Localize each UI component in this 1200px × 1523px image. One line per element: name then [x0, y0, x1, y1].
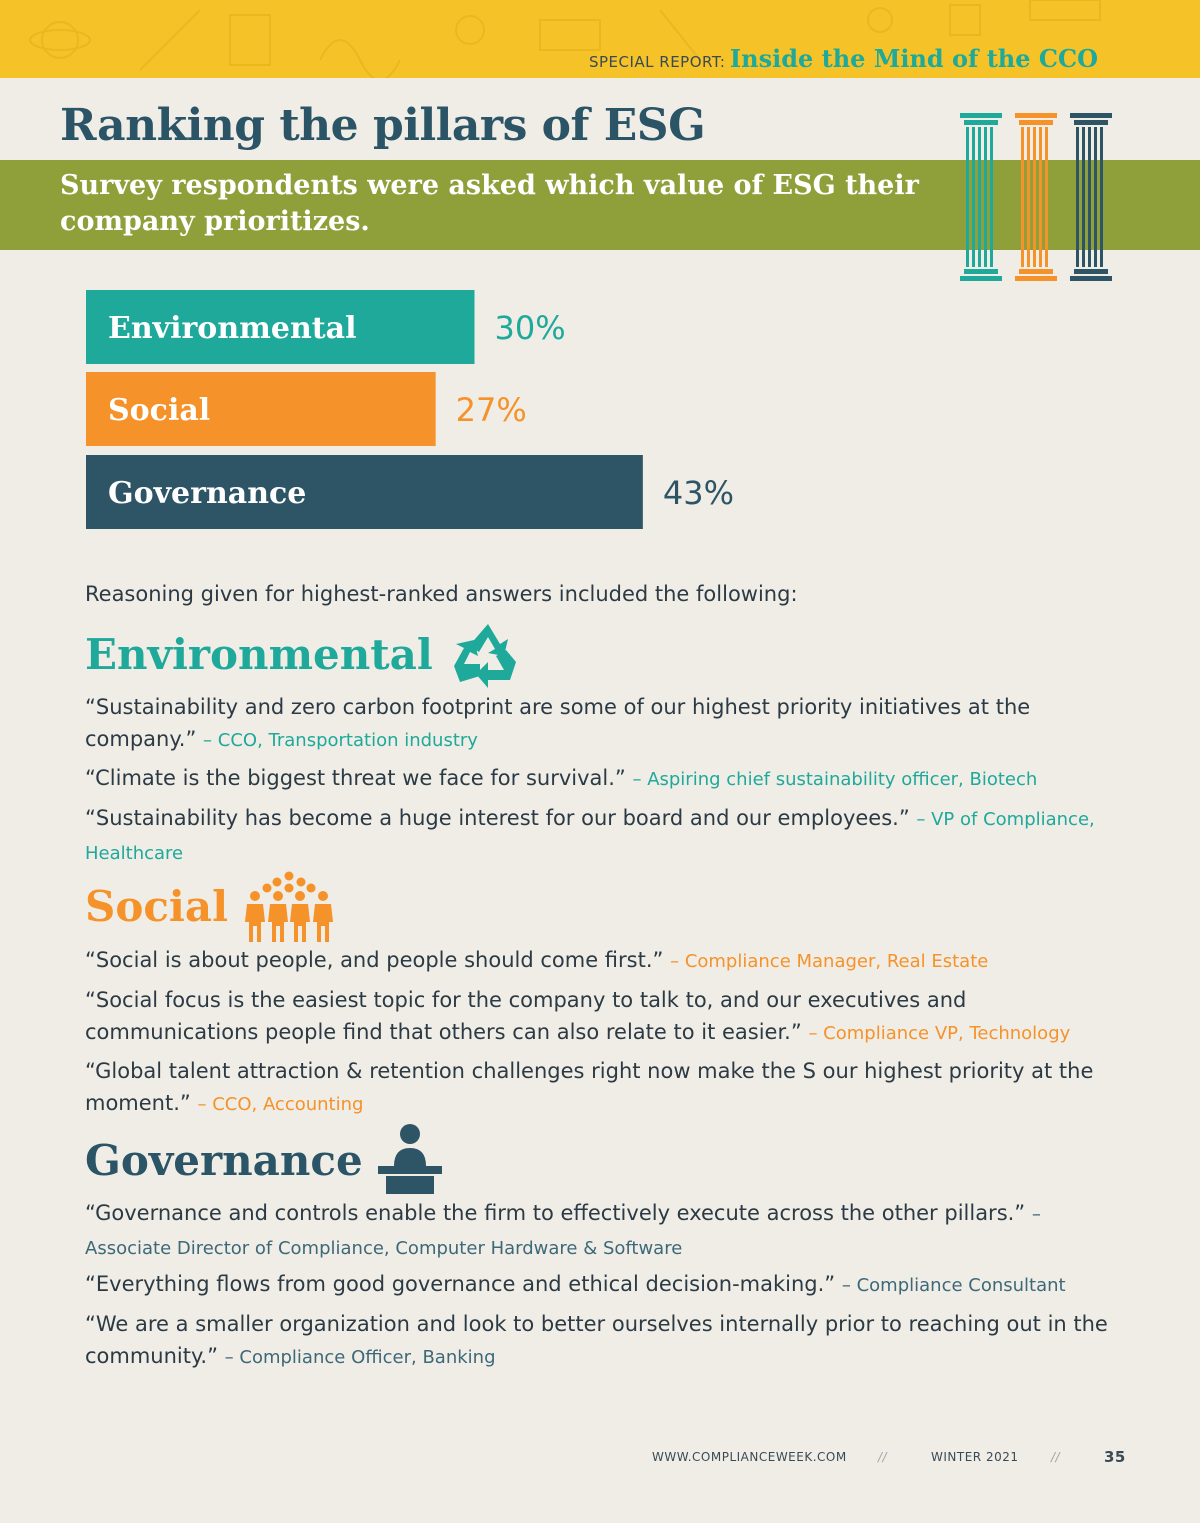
- footer-issue: WINTER 2021: [931, 1450, 1019, 1464]
- quote-attribution: – CCO, Accounting: [197, 1094, 364, 1115]
- social-heading: Social: [85, 882, 229, 931]
- bar-value-label: 30%: [494, 309, 566, 347]
- quote-attribution: – Compliance Manager, Real Estate: [670, 951, 989, 972]
- report-kicker: SPECIAL REPORT:: [588, 53, 726, 71]
- bar-value-label: 27%: [455, 391, 527, 429]
- report-title: Inside the Mind of the CCO: [729, 44, 1098, 73]
- quote-text: “We are a smaller organization and look to better ourselves internally prior to reaching out in the community.”: [85, 1312, 1108, 1368]
- bar-category-label: Environmental: [108, 311, 357, 346]
- governance-heading: Governance: [85, 1136, 363, 1185]
- esg-ranking-bar-chart: [0, 280, 1200, 540]
- environmental-heading: Environmental: [85, 630, 433, 679]
- quote-attribution: – Compliance Consultant: [841, 1275, 1066, 1296]
- quote-text: “Everything flows from good governance and ethical decision-making.”: [85, 1272, 836, 1296]
- page-subtitle: Survey respondents were asked which value of ESG their company prioritizes.: [60, 170, 919, 237]
- page-number: 35: [1104, 1448, 1126, 1466]
- quote-text: “Sustainability has become a huge interest for our board and our employees.”: [85, 806, 910, 830]
- quote-attribution: – Aspiring chief sustainability officer, Biotech: [632, 769, 1038, 790]
- quote-text: “Governance and controls enable the firm to effectively execute across the other pillars.”: [85, 1201, 1026, 1225]
- governance-quote-3: [85, 1308, 1115, 1374]
- top-banner: [0, 0, 1200, 78]
- people-group-icon: [243, 870, 335, 944]
- governance-quote-2: [85, 1268, 1115, 1302]
- quote-text: “Sustainability and zero carbon footprint are some of our highest priority initiatives at the company.”: [85, 695, 1031, 751]
- environmental-quote-1: [85, 691, 1115, 757]
- pillars-icon: [955, 110, 1120, 290]
- social-quote-1: [85, 944, 1115, 978]
- environmental-quote-2: [85, 762, 1115, 796]
- reasoning-intro: Reasoning given for highest-ranked answers included the following:: [85, 582, 798, 606]
- footer-separator: //: [1051, 1450, 1061, 1464]
- bar-category-label: Social: [108, 393, 211, 428]
- quote-attribution: – CCO, Transportation industry: [203, 730, 478, 751]
- footer-site: WWW.COMPLIANCEWEEK.COM: [652, 1450, 847, 1464]
- bar-value-label: 43%: [662, 474, 734, 512]
- quote-attribution: – Compliance Officer, Banking: [224, 1347, 496, 1368]
- footer-separator: //: [878, 1450, 888, 1464]
- quote-text: “Climate is the biggest threat we face for survival.”: [85, 766, 626, 790]
- quote-attribution: – VP of Compliance, Healthcare: [85, 809, 1095, 864]
- page-title: Ranking the pillars of ESG: [60, 100, 706, 151]
- speaker-podium-icon: [376, 1122, 444, 1194]
- quote-text: “Social focus is the easiest topic for the company to talk to, and our executives and communications people find that others can also relate to it easier.”: [85, 988, 967, 1044]
- governance-quote-1: [85, 1197, 1115, 1265]
- bar-category-label: Governance: [108, 476, 307, 511]
- recycle-icon: [452, 622, 524, 690]
- social-quote-2: [85, 984, 1115, 1050]
- quote-text: “Global talent attraction & retention challenges right now make the S our highest priority at the moment.”: [85, 1059, 1094, 1115]
- quote-attribution: – Compliance VP, Technology: [808, 1023, 1071, 1044]
- report-header-line: [589, 44, 1098, 73]
- social-quote-3: [85, 1055, 1115, 1121]
- quote-text: “Social is about people, and people should come first.”: [85, 948, 664, 972]
- environmental-quote-3: [85, 802, 1115, 870]
- quote-attribution: – Associate Director of Compliance, Computer Hardware & Software: [85, 1204, 1041, 1259]
